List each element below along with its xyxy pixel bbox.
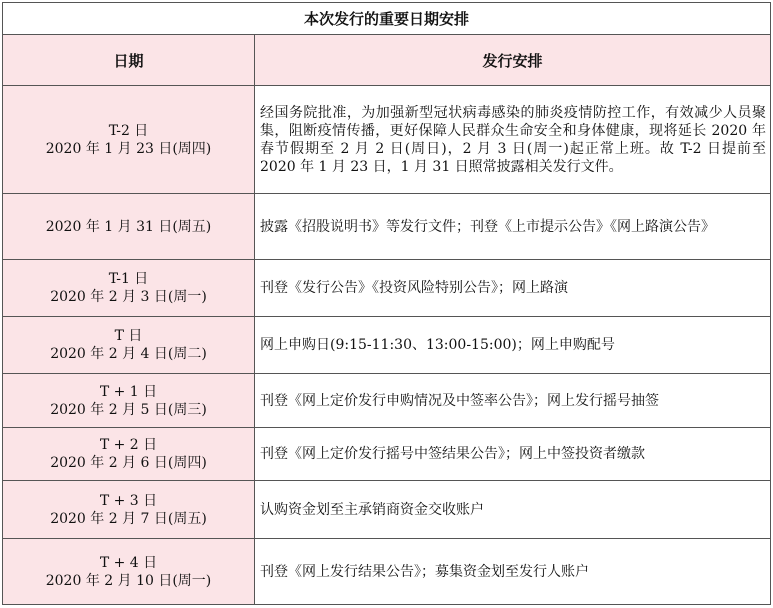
calendar-date: 2020 年 1 月 31 日(周五) (45, 218, 212, 235)
date-cell (3, 86, 255, 194)
plan-cell: 网上申购日(9:15-11:30、13:00-15:00)；网上申购配号 (255, 317, 771, 374)
table-row (3, 539, 771, 605)
table-row (3, 86, 771, 194)
table-row (3, 260, 771, 317)
plan-cell: 经国务院批准，为加强新型冠状病毒感染的肺炎疫情防控工作，有效减少人员聚集，阻断疫情传播，更好保障人民群众生命安全和身体健康，现将延长 2020 年春节假期至 2 月 2 日(周日)，2 月 3 日(周一)起正常上班。故 T-2 日提前至 2020 年 1 月 23 日，1 月 31 日照常披露相关发行文件。 (255, 86, 771, 194)
plan-cell: 刊登《发行公告》《投资风险特别公告》；网上路演 (255, 260, 771, 317)
title-row (3, 3, 771, 35)
date-cell (3, 374, 255, 428)
plan-cell: 披露《招股说明书》等发行文件；刊登《上市提示公告》《网上路演公告》 (255, 194, 771, 260)
calendar-date: 2020 年 2 月 4 日(周二) (50, 346, 207, 362)
plan-cell: 刊登《网上发行结果公告》；募集资金划至发行人账户 (255, 539, 771, 605)
date-cell (3, 260, 255, 317)
date-cell (3, 428, 255, 481)
date-cell (3, 539, 255, 605)
calendar-date: 2020 年 2 月 6 日(周四) (50, 455, 207, 471)
schedule-table (2, 2, 771, 605)
plan-cell: 认购资金划至主承销商资金交收账户 (255, 481, 771, 539)
calendar-date: 2020 年 2 月 3 日(周一) (50, 289, 207, 305)
trade-day-label: T-1 日 (108, 271, 149, 287)
trade-day-label: T 日 (114, 328, 143, 344)
date-column-header: 日期 (3, 35, 255, 86)
calendar-date: 2020 年 1 月 23 日(周四) (45, 140, 212, 157)
trade-day-label: T + 2 日 (99, 437, 158, 453)
trade-day-label: T + 1 日 (99, 383, 158, 400)
table-row (3, 194, 771, 260)
trade-day-label: T + 3 日 (99, 492, 158, 509)
table-row (3, 481, 771, 539)
table-row (3, 317, 771, 374)
date-cell (3, 481, 255, 539)
calendar-date: 2020 年 2 月 5 日(周三) (50, 401, 207, 418)
table-row (3, 428, 771, 481)
plan-column-header: 发行安排 (255, 35, 771, 86)
plan-cell: 刊登《网上定价发行摇号中签结果公告》；网上中签投资者缴款 (255, 428, 771, 481)
date-cell (3, 317, 255, 374)
trade-day-label: T + 4 日 (99, 554, 158, 571)
header-row (3, 35, 771, 86)
calendar-date: 2020 年 2 月 10 日(周一) (45, 572, 212, 589)
trade-day-label: T-2 日 (108, 122, 149, 139)
plan-cell: 刊登《网上定价发行申购情况及中签率公告》；网上发行摇号抽签 (255, 374, 771, 428)
table-title: 本次发行的重要日期安排 (3, 3, 771, 35)
schedule-document (2, 2, 770, 605)
date-cell (3, 194, 255, 260)
table-row (3, 374, 771, 428)
calendar-date: 2020 年 2 月 7 日(周五) (50, 510, 207, 527)
